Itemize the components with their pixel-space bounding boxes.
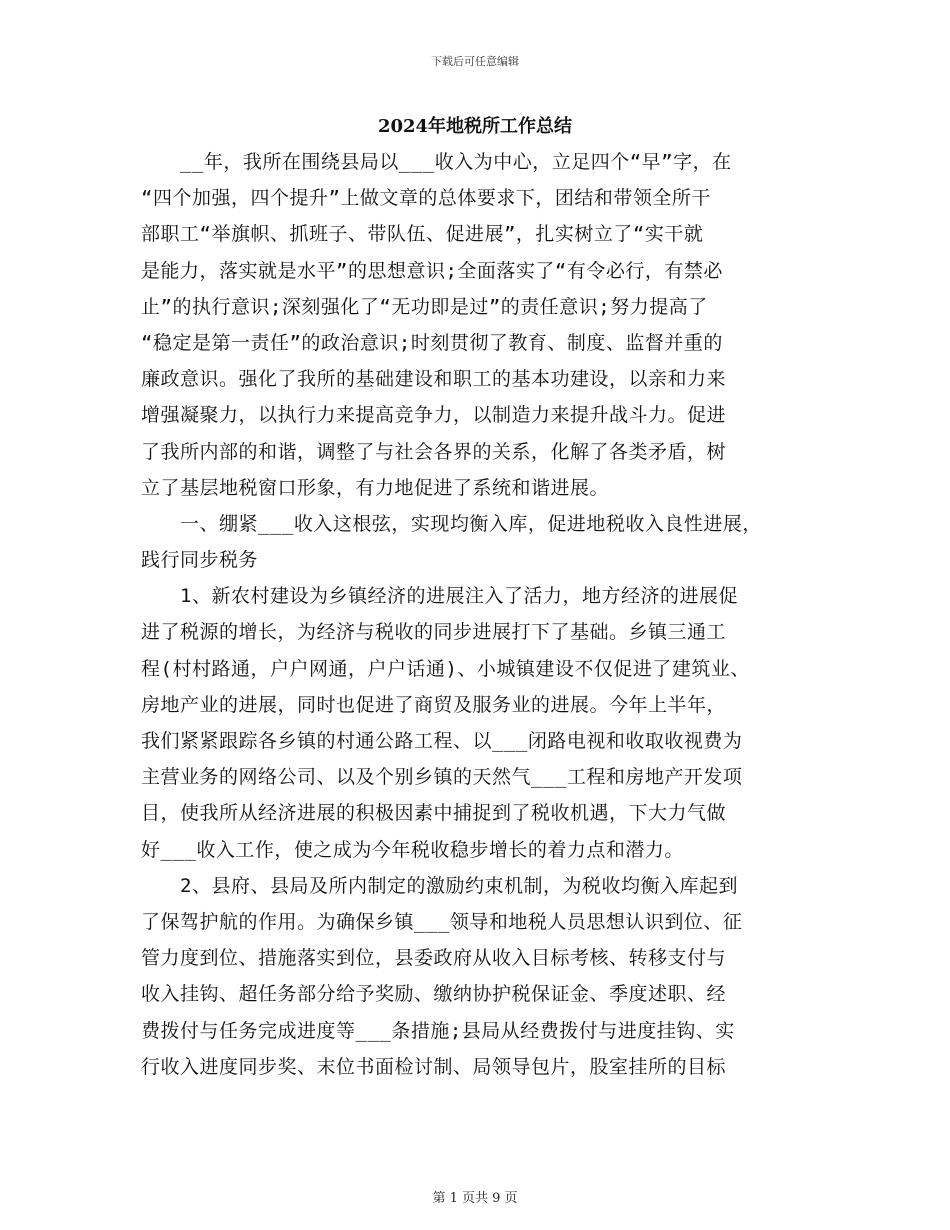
body-line: 我们紧紧跟踪各乡镇的村通公路工程、以___闭路电视和收取收视费为 [141, 730, 743, 752]
body-line: 管力度到位、措施落实到位，县委政府从收入目标考核、转移支付与 [141, 947, 727, 970]
body-line: 一、绷紧___收入这根弦，实现均衡入库，促进地税收入良性进展， [141, 512, 762, 535]
body-line: 1、新农村建设为乡镇经济的进展注入了活力，地方经济的进展促 [141, 585, 738, 608]
body-line: 2、县府、县局及所内制定的激励约束机制，为税收均衡入库起到 [141, 874, 738, 897]
body-line: 了保驾护航的作用。为确保乡镇___领导和地税人员思想认识到位、征 [141, 910, 743, 933]
body-line: 好___收入工作，使之成为今年税收稳步增长的着力点和潜力。 [141, 838, 684, 861]
body-line: 践行同步税务 [141, 549, 259, 572]
body-line: 费拨付与任务完成进度等___条措施;县局从经费拨付与进度挂钩、实 [141, 1019, 735, 1042]
document-body [141, 144, 831, 1085]
body-line: 部职工“举旗帜、抓班子、带队伍、促进展”，扎实树立了“实干就 [141, 223, 704, 246]
body-line: 程(村村路通，户户网通，户户话通)、小城镇建设不仅促进了建筑业、 [141, 657, 750, 680]
page-header: 下载后可任意编辑 [431, 55, 519, 68]
body-line: 收入挂钩、超任务部分给予奖励、缴纳协护税保证金、季度述职、经 [141, 983, 727, 1006]
body-line: 增强凝聚力，以执行力来提高竞争力，以制造力来提升战斗力。促进 [141, 404, 727, 427]
body-line: __年，我所在围绕县局以___收入为中心，立足四个“早”字，在 [141, 151, 732, 173]
body-line: 主营业务的网络公司、以及个别乡镇的天然气___工程和房地产开发项 [141, 766, 743, 789]
document-title: 2024年地税所工作总结 [377, 116, 573, 137]
body-line: 立了基层地税窗口形象，有力地促进了系统和谐进展。 [141, 476, 610, 499]
body-line: 房地产业的进展，同时也促进了商贸及服务业的进展。今年上半年， [141, 693, 727, 716]
body-line: 廉政意识。强化了我所的基础建设和职工的基本功建设，以亲和力来 [141, 368, 727, 391]
body-line: 行收入进度同步奖、末位书面检讨制、局领导包片，股室挂所的目标 [141, 1055, 727, 1078]
body-line: “四个加强，四个提升”上做文章的总体要求下，团结和带领全所干 [141, 187, 711, 210]
body-line: 止”的执行意识;深刻强化了“无功即是过”的责任意识;努力提高了 [141, 295, 708, 318]
body-line: “稳定是第一责任”的政治意识;时刻贯彻了教育、制度、监督并重的 [141, 331, 723, 354]
body-line: 进了税源的增长，为经济与税收的同步进展打下了基础。乡镇三通工 [141, 621, 727, 644]
body-line: 目，使我所从经济进展的积极因素中捕捉到了税收机遇，下大力气做 [141, 802, 727, 825]
page-footer: 第 1 页共 9 页 [432, 1191, 518, 1206]
body-line: 了我所内部的和谐，调整了与社会各界的关系，化解了各类矛盾，树 [141, 440, 727, 463]
body-line: 是能力，落实就是水平”的思想意识;全面落实了“有令必行，有禁必 [141, 259, 723, 282]
